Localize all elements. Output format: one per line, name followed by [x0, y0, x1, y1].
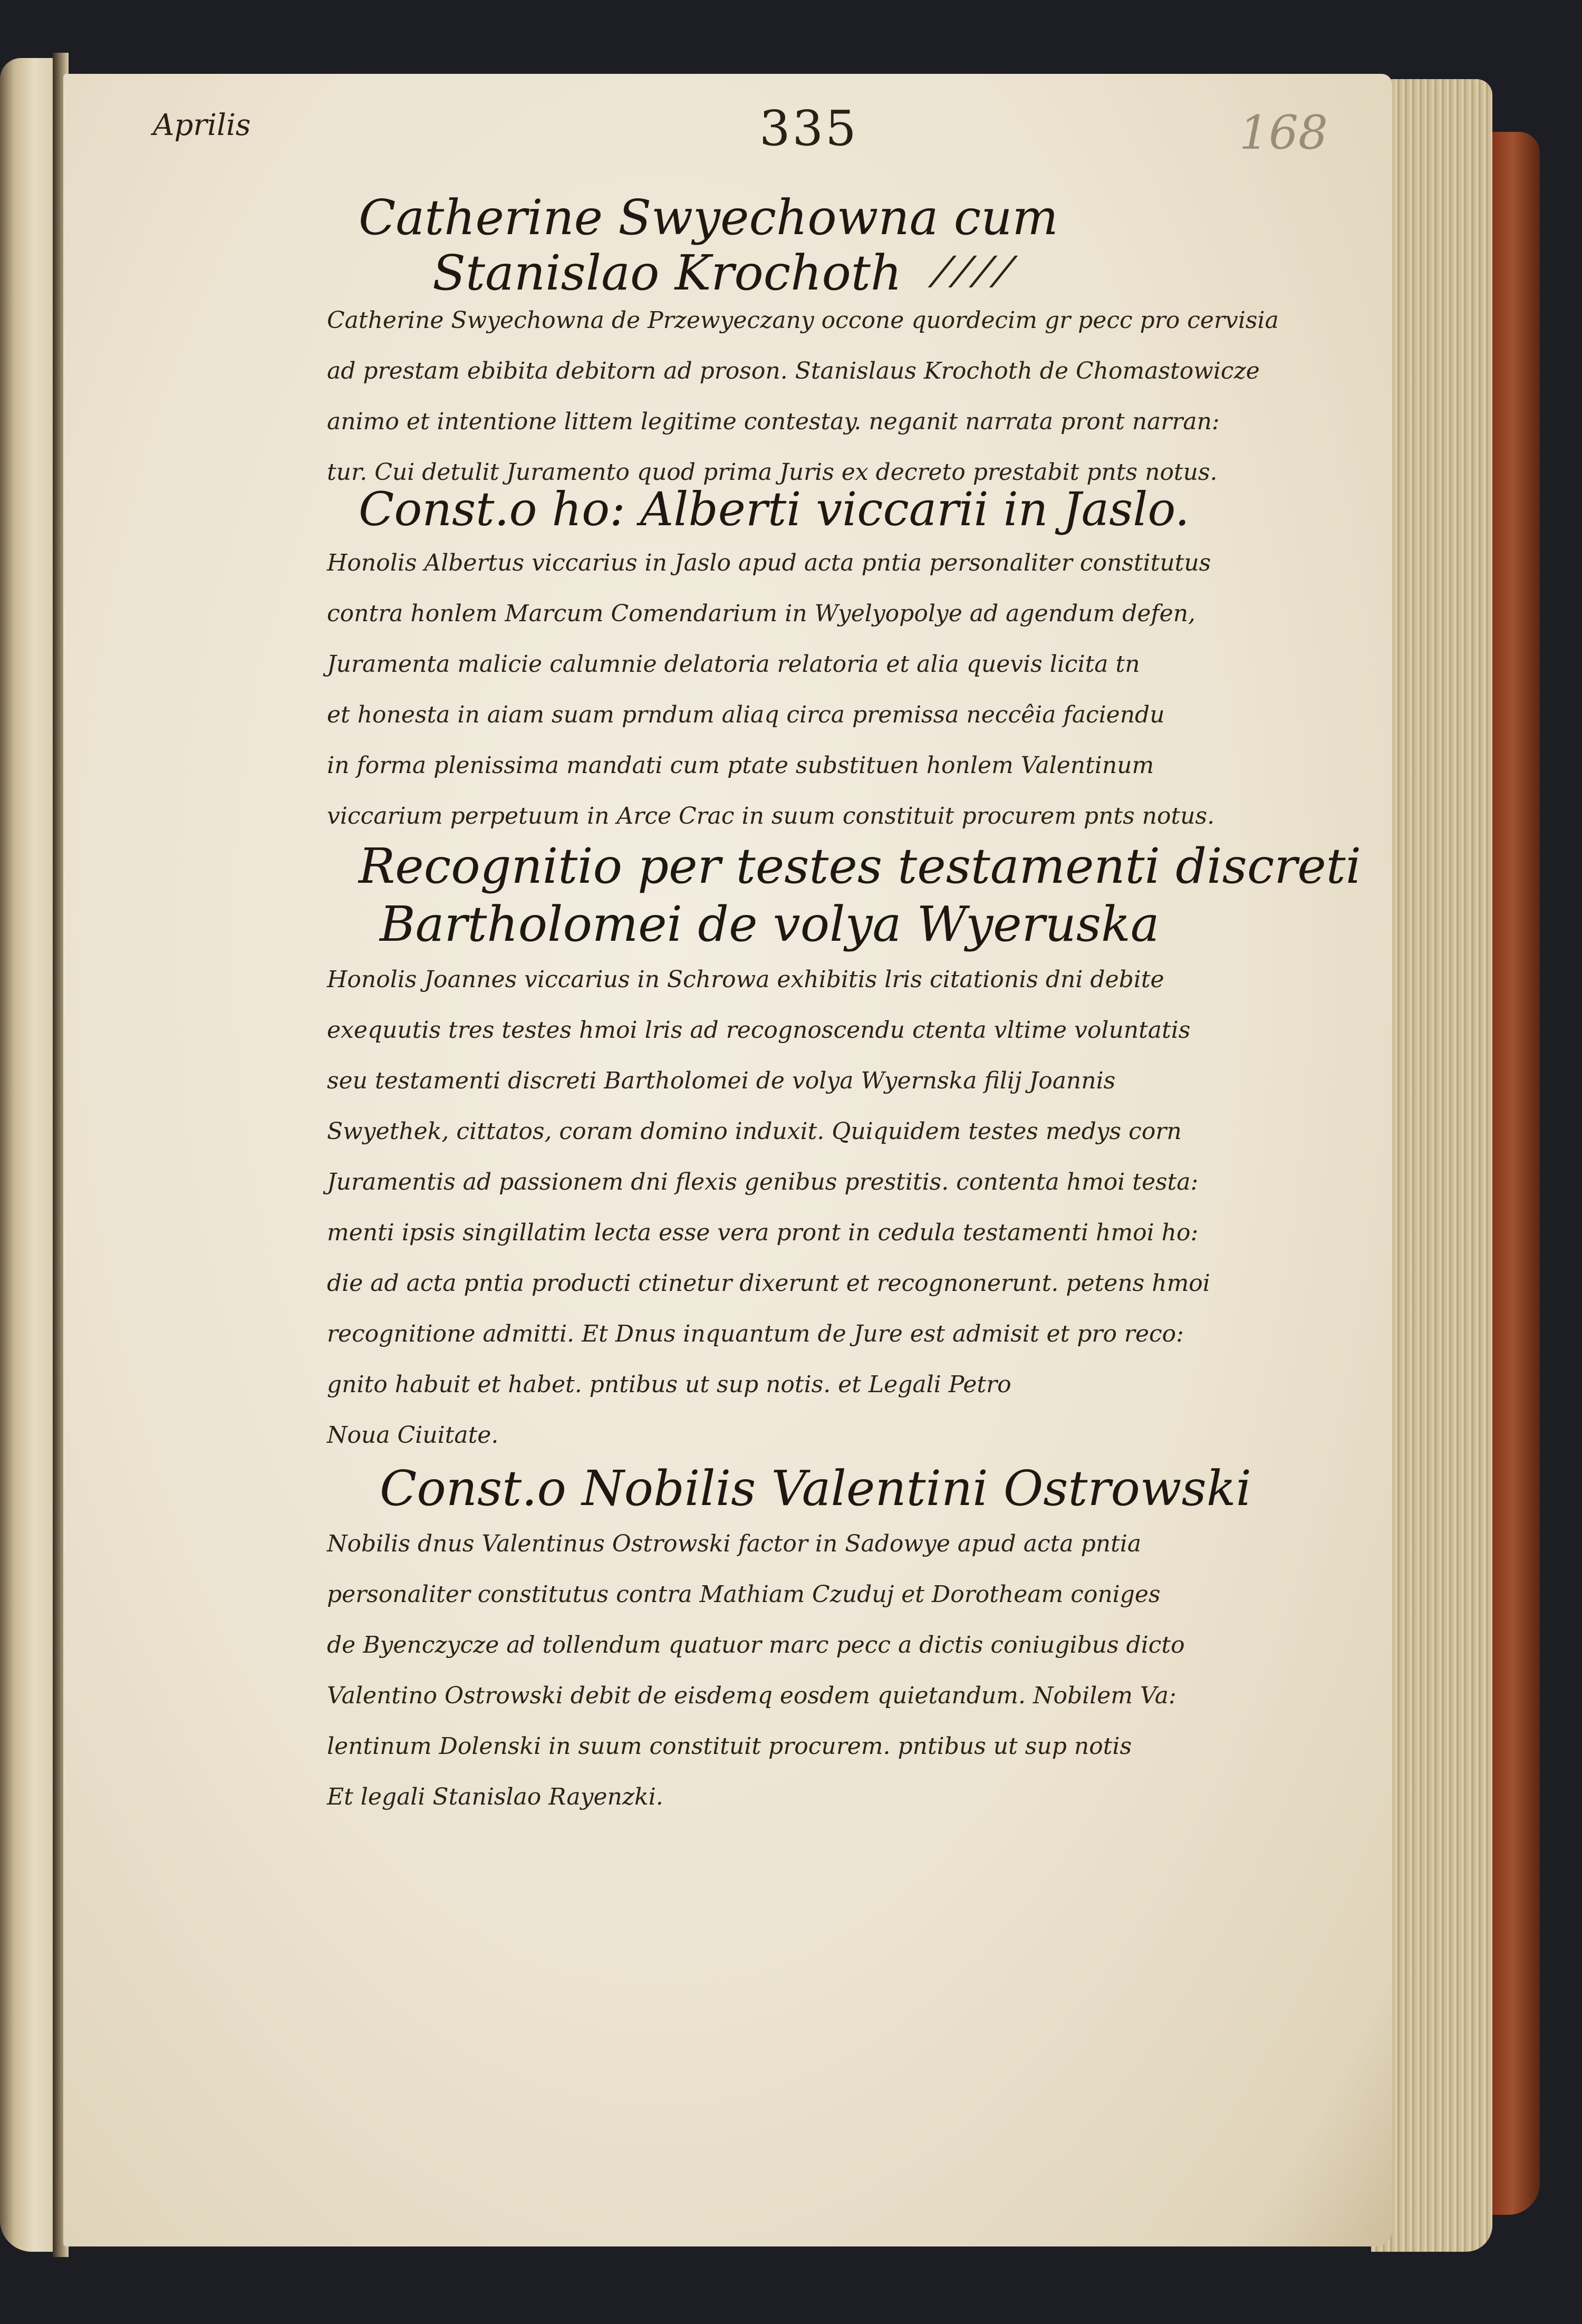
entry-text: Honolis Joannes viccarius in Schrowa exhibitis lris citationis dni debite exequutis tres testes hmoi lris ad recognoscendu ctenta vltime voluntatis seu testamenti discreti Bartholomei de volya Wyernska filij Joannis Swyethek, cittatos, coram domino induxit. Quiquidem testes medys corn Juramentis ad passionem dni flexis genibus prestitis. contenta hmoi testa: menti ipsis singillatim lecta esse vera pront in cedula testamenti hmoi ho: die ad acta pntia producti ctinetur dixerunt et recognonerunt. petens hmoi recognitione admitti. Et Dnus inquantum de Jure est admisit et pro reco: gnito habuit et habet. pntibus ut sup notis. et Legali Petro Noua Ciuitate.: [327, 966, 1210, 1449]
entry-text: Honolis Albertus viccarius in Jaslo apud acta pntia personaliter constitutus contra honlem Marcum Comendarium in Wyelyopolye ad agendum defen, Juramenta malicie calumnie delatoria relatoria et alia quevis licita tn et honesta in aiam suam prndum aliaq circa premissa neccêia faciendu in forma plenissima mandati cum ptate substituen honlem Valentinum viccarium perpetuum in Arce Crac in suum constituit procurem pnts notus.: [327, 549, 1215, 830]
entry-text: Nobilis dnus Valentinus Ostrowski factor in Sadowye apud acta pntia personaliter constitutus contra Mathiam Czuduj et Dorotheam coniges de Byenczycze ad tollendum quatuor marc pecc a dictis coniugibus dicto Valentino Ostrowski debit de eisdemq eosdem quietandum. Nobilem Va: lentinum Dolenski in suum constituit procurem. pntibus ut sup notis Et legali Stanislao Rayenzki.: [327, 1530, 1185, 1810]
entry-heading: Catherine Swyechowna cum: [359, 189, 1058, 246]
entry-text: Catherine Swyechowna de Przewyeczany occone quordecim gr pecc pro cervisia ad prestam ebibita debitorn ad proson. Stanislaus Krochoth de Chomastowicze animo et intentione littem legitime contestay. neganit narrata pront narran: tur. Cui detulit Juramento quod prima Juris ex decreto prestabit pnts notus.: [327, 307, 1279, 486]
flourish-mark: ⁄ ⁄ ⁄ ⁄: [939, 248, 1007, 297]
left-page-edge: [0, 58, 57, 2252]
entry-heading: Stanislao Krochoth: [432, 245, 902, 301]
entry-heading: Bartholomei de volya Wyeruska: [380, 896, 1160, 952]
entry-heading: Const.o ho: Alberti viccarii in Jaslo.: [359, 482, 1190, 536]
entry-heading: Recognitio per testes testamenti discreti: [359, 838, 1362, 894]
entry-heading: Const.o Nobilis Valentini Ostrowski: [380, 1460, 1251, 1517]
page-number: 335: [759, 100, 858, 157]
folio-number: 168: [1239, 105, 1328, 160]
marginal-note: Aprilis: [153, 108, 251, 142]
